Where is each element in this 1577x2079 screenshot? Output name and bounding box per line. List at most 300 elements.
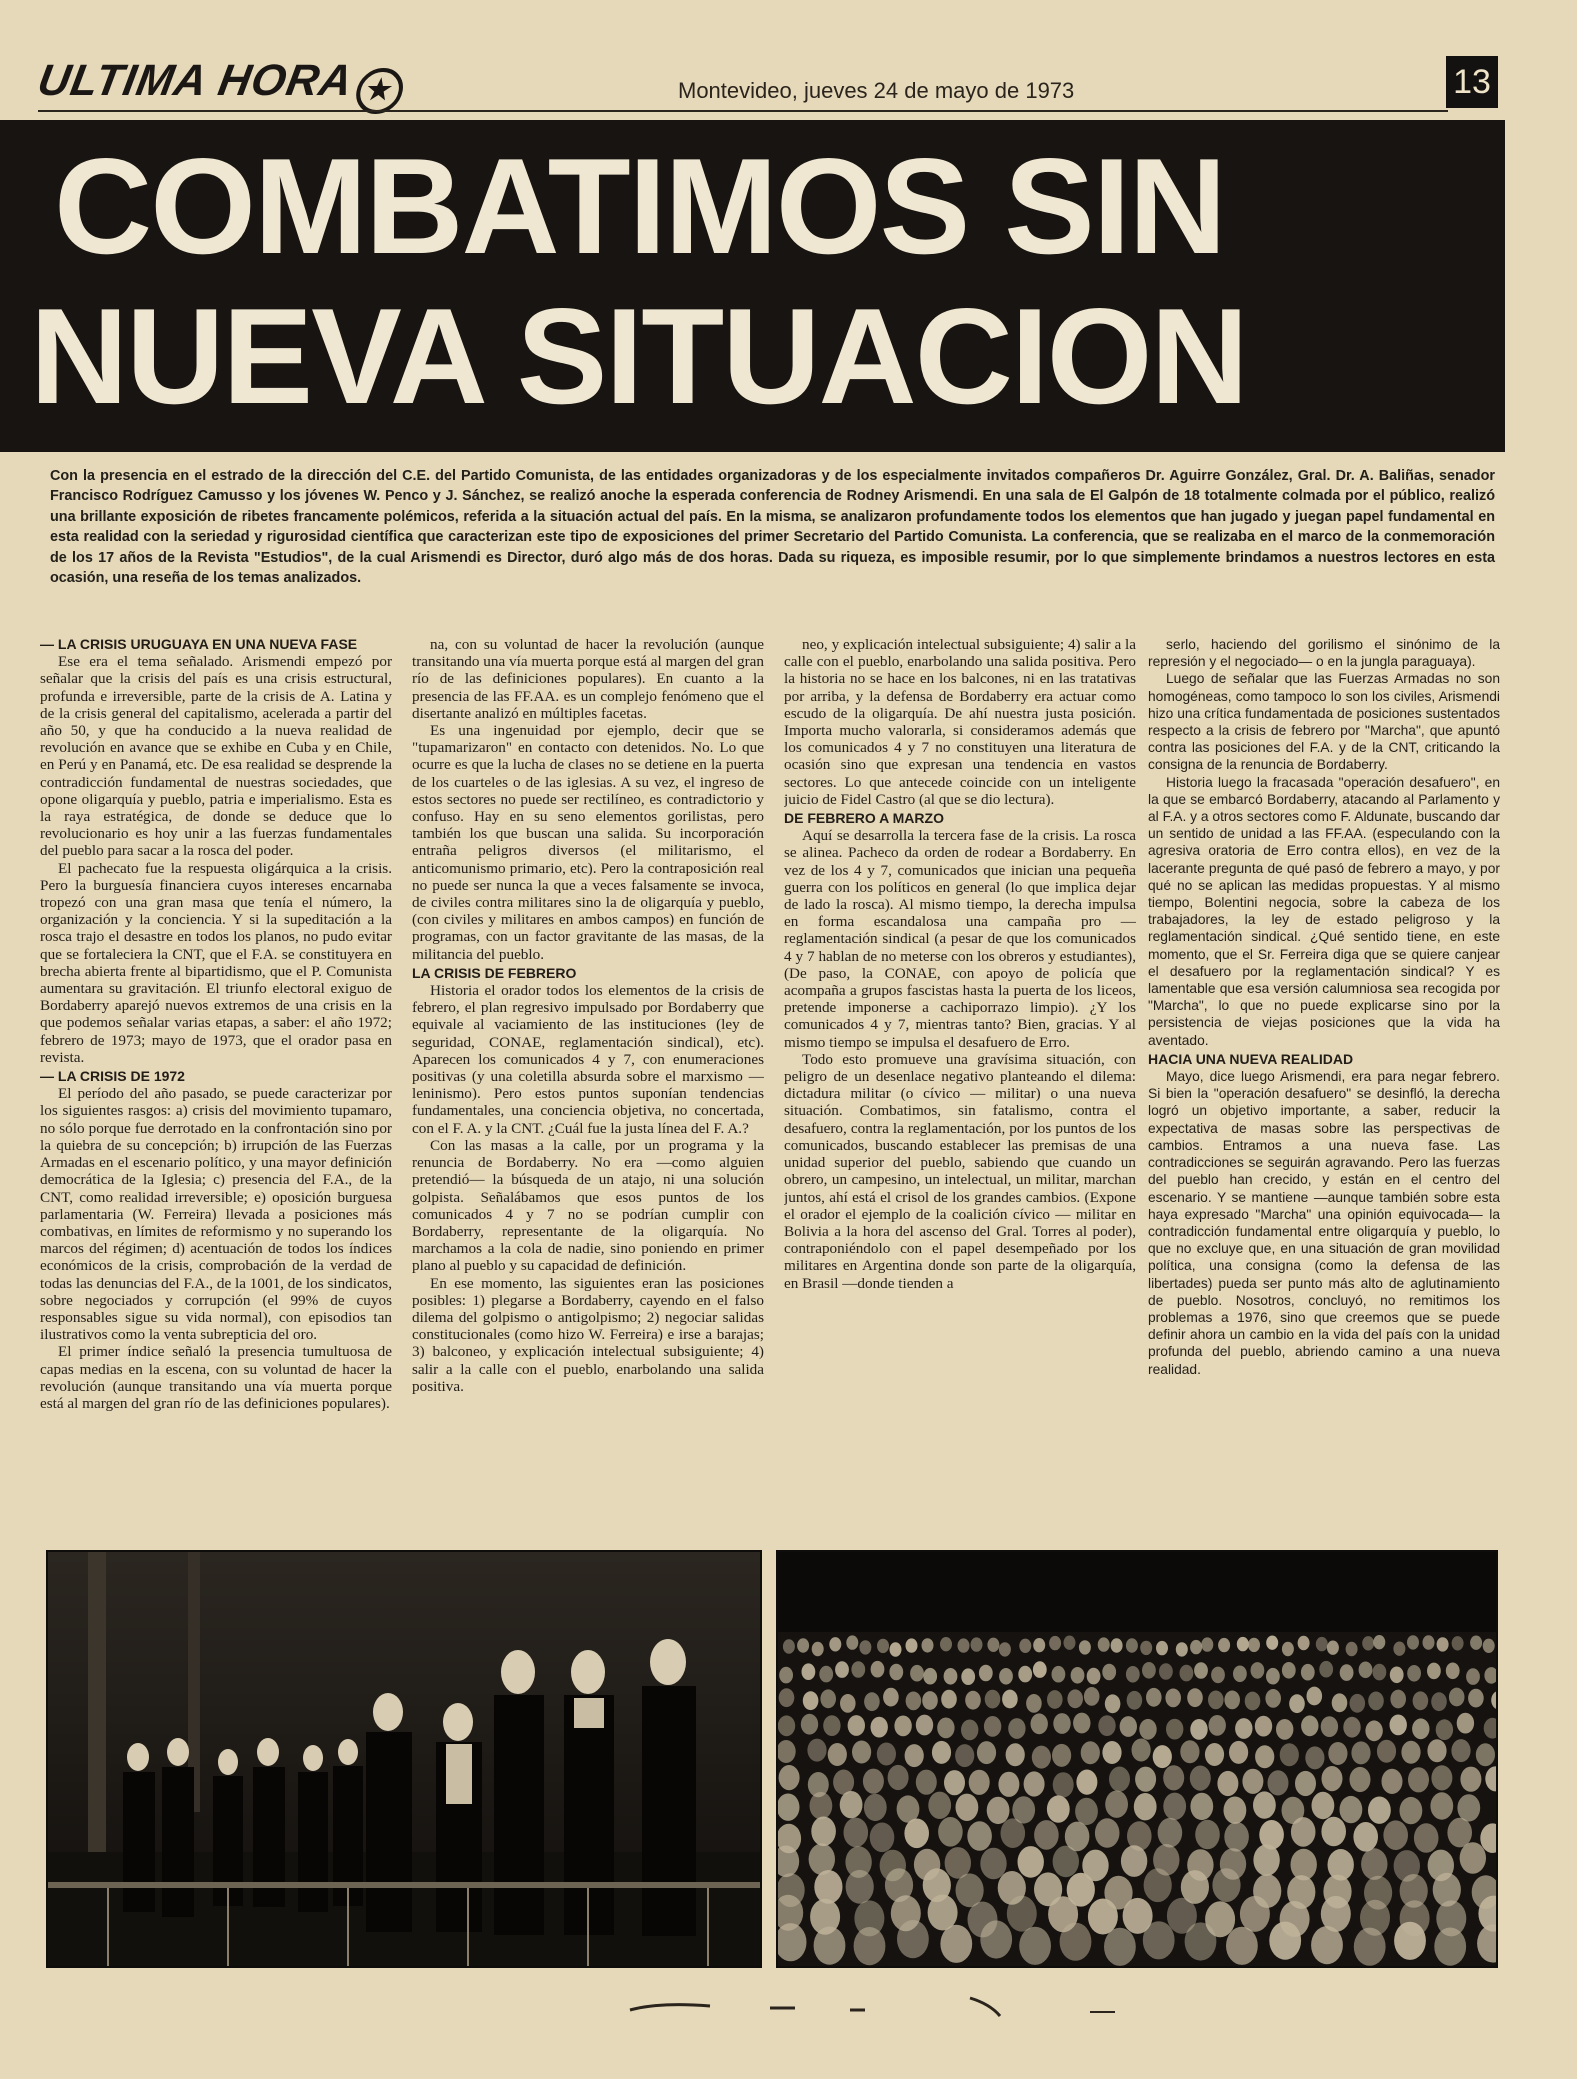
audience-head: [863, 1769, 884, 1794]
audience-head: [1098, 1637, 1110, 1651]
audience-head: [844, 1818, 869, 1848]
audience-head: [1282, 1662, 1296, 1679]
audience-head: [940, 1637, 952, 1651]
audience-head: [1353, 1822, 1378, 1852]
audience-head: [1158, 1818, 1183, 1848]
audience-head: [980, 1920, 1012, 1958]
article-column-4: [1148, 636, 1500, 1506]
section-heading: — LA CRISIS DE 1972: [40, 1068, 185, 1085]
audience-head: [1064, 1636, 1076, 1650]
audience-head: [1301, 1715, 1318, 1736]
audience-head: [938, 1817, 963, 1847]
audience-head: [1350, 1767, 1371, 1792]
audience-head: [1316, 1637, 1328, 1651]
audience-head: [1135, 1767, 1156, 1792]
audience-head: [1383, 1820, 1408, 1850]
print-scuff-marks: [620, 1990, 1180, 2020]
audience-head: [906, 1638, 918, 1652]
audience-head: [1413, 1691, 1429, 1710]
audience-head: [1394, 1922, 1426, 1960]
audience-head: [1457, 1794, 1480, 1821]
audience-head: [1269, 1922, 1301, 1960]
article-paragraph: Historia el orador todos los elementos de la crisis de febrero, el plan regresivo impulsado por Bordaberry que equivale al vaciamiento de las instituciones (ley de seguridad, CONAE, reglamentación sindical), etc). Aparecen los comunicados 4 y 7, con enumeraciones positivas (y una coletilla absurda sobre el marxismo — leninismo). Pero estos puntos suponían tendencias fundamentales, una conciencia objetiva, no concertada, con el F. A. y la CNT. ¿Cuál fue la justa línea del F. A.?: [412, 982, 764, 1137]
audience-head: [1359, 1662, 1373, 1679]
article-column-3: [784, 636, 1136, 1506]
audience-head: [1180, 1740, 1199, 1763]
article-paragraph: neo, y explicación intelectual subsiguiente; 4) salir a la calle con el pueblo, enarbolando una salida positiva. Pero la historia no se hace en los balcones, ni en las tratativas por arriba, y la defensa de Bordaberry era actuar como escudo de la oligarquía. De ahí nuestra justa posición. Importa mucho valorarla, si consideramos además que los comunicados 4 y 7 no constituyen una literatura de ocasión sino que expresan una tendencia en vastos sectores. Lo que antecede coincide con un inteligente juicio de Fidel Castro (al que se dio lectura).: [784, 636, 1136, 808]
audience-head: [1373, 1664, 1387, 1681]
audience-head: [1377, 1740, 1396, 1763]
audience-head: [1142, 1662, 1156, 1679]
article-columns: [40, 636, 1500, 1506]
headline-banner: [0, 120, 1505, 452]
audience-head: [1354, 1928, 1386, 1966]
audience-head: [1049, 1636, 1061, 1650]
audience-head: [864, 1794, 887, 1821]
audience-head: [1362, 1636, 1374, 1650]
section-heading: DE FEBRERO A MARZO: [784, 810, 944, 827]
audience-head: [802, 1663, 816, 1680]
audience-head: [871, 1661, 885, 1678]
article-paragraph: Historia luego la fracasada "operación desafuero", en la que se embarcó Bordaberry, atacando al Parlamento y al F.A. y a otros sectores como F. Aldunate, buscando dar un sentido de unidad a las FF.AA. (especulando con la agresiva oratoria de Erro contra ellos), en vez de la lacerante pregunta de qué pasó de febrero a mayo, y por qué no se aplican las medidas propuestas. Y al mismo tiempo, Bolentini negocia, sobre la cabeza de los trabajadores, la ley de estado peligroso y la reglamentación sindical. ¿Qué sentido tiene, en este momento, que el Sr. Ferreira diga que se quiere canjear el desafuero por la reglamentación sindical? Y es lamentable que esa versión calumniosa sea recogida por "Marcha", lo que no puede explicarse sino por la persistencia de viejas posiciones que la vida ha aventado.: [1148, 774, 1500, 1048]
audience-head: [944, 1668, 958, 1685]
audience-head: [1301, 1664, 1315, 1681]
audience-head: [940, 1925, 972, 1963]
audience-head: [814, 1927, 846, 1965]
audience-head: [1280, 1743, 1299, 1766]
audience-head: [1427, 1663, 1441, 1680]
audience-head: [1195, 1820, 1220, 1850]
audience-head: [1018, 1846, 1044, 1878]
audience-head: [1390, 1667, 1404, 1684]
audience-head: [1460, 1842, 1486, 1874]
audience-head: [1327, 1641, 1339, 1655]
article-paragraph: En ese momento, las siguientes eran las posiciones posibles: 1) plegarse a Bordaberry, cayendo en el falso dilema del golpismo o antigolpismo; 2) negociar salidas constitucionales (como hizo W. Ferreira) e irse a barajas; 3) balconeo, y explicación intelectual subsiguiente; 4) salir a la calle con el pueblo, enarbolando una salida positiva.: [412, 1274, 764, 1395]
audience-head: [1121, 1845, 1147, 1877]
audience-head: [984, 1716, 1001, 1737]
audience-head: [1460, 1767, 1481, 1792]
headline-line-1: COMBATIMOS SIN: [54, 130, 1225, 282]
audience-head: [1321, 1817, 1346, 1847]
audience-head: [1265, 1689, 1281, 1708]
audience-head: [977, 1741, 996, 1764]
audience-head: [1368, 1797, 1391, 1824]
audience-head: [1390, 1690, 1406, 1709]
dateline: Montevideo, jueves 24 de mayo de 1973: [678, 78, 1075, 103]
audience-head: [980, 1848, 1006, 1880]
audience-head: [1008, 1718, 1025, 1739]
audience-head: [840, 1791, 863, 1818]
audience-head: [811, 1817, 836, 1847]
article-paragraph: Todo esto promueve una gravísima situación, con peligro de un desenlace negativo planteando el dilema: dictadura militar (o cívico — militar) o una nueva situación. Combatimos, sin fatalismo, contra el desafuero, contra la reglamentación, por los puntos de los comunicados, buscando establecer las premisas de una unidad superior del pueblo, sabiendo que cuando un obrero, un campesino, un intelectual, un militar, marchan juntos, ahí está el crisol de los grandes cambios. (Expone el orador el ejemplo de la coalición cívico — militar en Bolivia a la hora del ascenso del Gral. Torres al poder), contraponiéndolo con el papel desempeñado por los militares en Argentina donde son parte de la oligarquía, en Brasil —donde tienden a: [784, 1050, 1136, 1292]
audience-head: [1053, 1713, 1070, 1734]
audience-head: [1312, 1792, 1335, 1819]
article-column-2: [412, 636, 764, 1506]
audience-head: [1295, 1771, 1316, 1796]
audience-head: [1032, 1746, 1051, 1769]
audience-head: [823, 1715, 840, 1736]
audience-head: [864, 1692, 880, 1711]
audience-head: [1235, 1718, 1252, 1739]
article-paragraph: serlo, haciendo del gorilismo el sinónimo de la represión y el negociado— o en la jungla paraguaya).: [1148, 637, 1500, 670]
audience-head: [1340, 1664, 1354, 1681]
audience-head: [1109, 1767, 1130, 1792]
article-paragraph: El pachecato fue la respuesta oligárquica a la crisis. Pero la burguesía financiera cuyos intereses encarnaba tropezó con una gran masa que tenía el número, la organización y la conciencia. Y si la supeditación a la rosca trajo el desastre en todos los planos, no pudo evitar que se fortaleciera la CNT, que el F.A. se constituyera en brecha abierta frente al bipartidismo, que el P. Comunista aumentara su gravitación. El triunfo electoral exiguo de Bordaberry aparejó nuevos extremos de una crisis en la que podemos señalar varias etapas, a saber: el año 1972; febrero de 1973; mayo de 1973, que el orador pasa en revista.: [40, 859, 392, 1066]
audience-head: [916, 1715, 933, 1736]
audience-head: [1201, 1637, 1213, 1651]
audience-head: [783, 1639, 795, 1653]
audience-head: [797, 1638, 809, 1652]
audience-head: [944, 1770, 965, 1795]
audience-head: [998, 1772, 1019, 1797]
audience-head: [1431, 1765, 1452, 1790]
audience-head: [859, 1640, 871, 1654]
audience-head: [819, 1666, 833, 1683]
audience-head: [1266, 1636, 1278, 1650]
audience-head: [814, 1870, 842, 1904]
audience-head: [961, 1720, 978, 1741]
audience-head: [778, 1715, 795, 1736]
audience-head: [1052, 1666, 1066, 1683]
audience-head: [1346, 1642, 1358, 1656]
audience-head: [1255, 1716, 1272, 1737]
audience-head: [999, 1642, 1011, 1656]
audience-head: [1248, 1638, 1260, 1652]
audience-head: [1140, 1641, 1152, 1655]
photo-strip: [46, 1550, 1498, 1970]
audience-head: [961, 1668, 975, 1685]
audience-head: [840, 1694, 856, 1713]
audience-head: [958, 1638, 970, 1652]
article-paragraph: na, con su voluntad de hacer la revolución (aunque transitando una vía muerta porque está al margen del gran río de las definiciones populares). En cuanto a la presencia de las FF.AA. es un complejo fenómeno que el disertante analizó en múltiples facetas.: [412, 636, 764, 722]
audience-head: [1423, 1635, 1435, 1649]
audience-head: [1483, 1639, 1495, 1653]
audience-head: [987, 1638, 999, 1652]
audience-head: [1185, 1922, 1217, 1960]
headline-line-2: NUEVA SITUACION: [30, 280, 1247, 432]
lead-paragraph: Con la presencia en el estrado de la dirección del C.E. del Partido Comunista, de las entidades organizadoras y de los especialmente invitados compañeros Dr. Aguirre González, Gral. Dr. A. Baliñas, senador Francisco Rodríguez Camusso y los jóvenes W. Penco y J. Sánchez, se realizó anoche la esperada conferencia de Rodney Arismendi. En una sala de El Galpón de 18 totalmente colmada por el público, realizó una brillante exposición de ribetes francamente polémicos, referida a la situación actual del país. En la misma, se analizaron profundamente todos los elementos que han jugado y juegan papel fundamental en esta realidad con la seriedad y rigurosidad científica que caracterizan este tipo de exposiciones del primer Secretario del Partido Comunista. La conferencia, que se realizaba en el marco de la conmemoración de los 17 años de la Revista "Estudios", de la cual Arismendi es Director, duró algo más de dos horas. Dada su riqueza, es imposible resumir, por lo que simplemente brindamos a nuestros lectores en esta ocasión, una reseña de los temas analizados.: [50, 468, 1495, 587]
audience-head: [1144, 1868, 1172, 1902]
audience-head: [1350, 1694, 1366, 1713]
audience-head: [1457, 1713, 1474, 1734]
audience-head: [1190, 1719, 1207, 1740]
audience-head: [1111, 1638, 1123, 1652]
audience-head: [1449, 1688, 1465, 1707]
audience-head: [1209, 1715, 1226, 1736]
audience-head: [1002, 1690, 1018, 1709]
article-paragraph: Luego de señalar que las Fuerzas Armadas no son homogéneas, como tampoco lo son los civiles, Arismendi hizo una crítica fundamentada de posiciones sustentados respecto a la crisis de febrero por "Marcha", que apuntó contra las posiciones del F.A. y de la CNT, criticando la consigna de la renuncia de Bordaberry.: [1148, 671, 1500, 773]
stage-photo-image: [48, 1552, 760, 1966]
audience-head: [985, 1690, 1001, 1709]
audience-head: [937, 1718, 954, 1739]
audience-head: [1095, 1818, 1120, 1848]
audience-head: [1146, 1688, 1162, 1707]
audience-head: [801, 1714, 818, 1735]
audience-head: [1190, 1640, 1202, 1654]
audience-head: [1321, 1716, 1338, 1737]
audience-head: [1253, 1791, 1276, 1818]
audience-head: [955, 1744, 974, 1767]
audience-head: [1053, 1772, 1074, 1797]
audience-head: [871, 1717, 888, 1738]
audience-head: [848, 1715, 865, 1736]
audience-head: [1190, 1793, 1213, 1820]
audience-head: [1412, 1718, 1429, 1739]
audience-head: [1470, 1636, 1482, 1650]
section-heading: HACIA UNA NUEVA REALIDAD: [1148, 1050, 1354, 1067]
audience-head: [1447, 1818, 1472, 1848]
audience-head: [852, 1741, 871, 1764]
audience-head: [1233, 1666, 1247, 1683]
page-number: 13: [1446, 56, 1498, 108]
audience-head: [1166, 1719, 1183, 1740]
audience-head: [1120, 1716, 1137, 1737]
audience-head: [1373, 1635, 1385, 1649]
audience-head: [1343, 1717, 1360, 1738]
audience-head: [1251, 1662, 1265, 1679]
masthead-rule: [38, 110, 1448, 112]
audience-head: [1127, 1691, 1143, 1710]
audience-head: [1018, 1666, 1032, 1683]
audience-head: [1187, 1688, 1203, 1707]
audience-head: [916, 1770, 937, 1795]
audience-head: [809, 1843, 835, 1875]
audience-head: [1218, 1638, 1230, 1652]
audience-head: [835, 1661, 849, 1678]
logo-text: ULTIMA HORA: [34, 56, 357, 105]
audience-head: [1067, 1689, 1083, 1708]
audience-head: [965, 1691, 981, 1710]
audience-head: [1340, 1796, 1363, 1823]
audience-head: [779, 1765, 800, 1790]
article-paragraph: Aquí se desarrolla la tercera fase de la crisis. La rosca se alinea. Pacheco da orden de rodear a Bordaberry. En vez de los 4 y 7, comunicados que inician una pequeña guerra con los políticos en general (lo que implica dejar de lado la rosca). Al mismo tiempo, la derecha impulsa en forma escandalosa una campaña pro — reglamentación sindical (a pesar de que los comunicados 4 y 7 hablan de no meterse con los obreros y estudiantes), (De paso, la CONAE, con apoyo de policía que acompaña a grupos fascistas hasta la puerta de los liceos, pretende imponerse a cachiporrazo limpio). ¿Y los comunicados 4 y 7, mientras tanto? Bien, gracias. Y al mismo tiempo se impulsa el desafuero de Erro.: [784, 827, 1136, 1051]
audience-head: [1006, 1743, 1025, 1766]
audience-head: [1159, 1663, 1173, 1680]
audience-head: [1468, 1689, 1484, 1708]
audience-head: [877, 1743, 896, 1766]
audience-head: [1311, 1926, 1343, 1964]
audience-head: [1126, 1666, 1140, 1683]
audience-head: [1282, 1642, 1294, 1656]
audience-head: [888, 1765, 909, 1790]
audience-head: [1132, 1739, 1151, 1762]
audience-head: [1407, 1665, 1421, 1682]
audience-head: [1047, 1690, 1063, 1709]
audience-head: [1212, 1868, 1240, 1902]
audience-head: [1211, 1667, 1225, 1684]
audience-head: [1084, 1687, 1100, 1706]
audience-head: [1437, 1637, 1449, 1651]
audience-head: [1075, 1798, 1098, 1825]
audience-head: [803, 1691, 819, 1710]
audience-head: [812, 1642, 824, 1656]
audience-head: [1351, 1741, 1370, 1764]
audience-head: [906, 1692, 922, 1711]
section-heading: — LA CRISIS URUGUAYA EN UNA NUEVA FASE: [40, 636, 358, 652]
audience-head: [897, 1920, 929, 1958]
audience-head: [1229, 1741, 1248, 1764]
audience-head: [1033, 1638, 1045, 1652]
audience-head: [1253, 1844, 1279, 1876]
audience-head: [1190, 1766, 1211, 1791]
masthead: [34, 52, 1508, 114]
audience-head: [1414, 1823, 1439, 1853]
audience-head: [1163, 1793, 1186, 1820]
audience-head: [1126, 1638, 1138, 1652]
audience-head: [1224, 1691, 1240, 1710]
audience-head: [854, 1927, 886, 1965]
audience-head: [833, 1770, 854, 1795]
audience-head: [1001, 1818, 1026, 1848]
audience-head: [828, 1743, 847, 1766]
audience-head: [987, 1797, 1010, 1824]
newspaper-logo: [33, 56, 409, 110]
audience-head: [1163, 1765, 1184, 1790]
audience-head: [922, 1691, 938, 1710]
article-paragraph: Con las masas a la calle, por un programa y la renuncia de Bordaberry. No era —como alguien pretendió— la búsqueda de un atajo, ni una solución golpista. Señalábamos que esos puntos de los comunicados 4 y 7 no se podrían cumplir con Bordaberry, representante de la oligarquía. No marchamos a la cola de nadie, sino poniendo en primer plano al pueblo y su capacidad de definición.: [412, 1136, 764, 1275]
audience-head: [1098, 1715, 1115, 1736]
audience-head: [1240, 1896, 1270, 1932]
audience-head: [1071, 1667, 1085, 1684]
audience-head: [1307, 1687, 1323, 1706]
audience-head: [979, 1665, 993, 1682]
audience-head: [1034, 1820, 1059, 1850]
audience-head: [1434, 1928, 1466, 1966]
audience-head: [1019, 1927, 1051, 1965]
audience-head: [810, 1792, 833, 1819]
article-paragraph: Ese era el tema señalado. Arismendi empezó por señalar que la crisis del país es una crisis estructural, profunda e irreversible, parte de la crisis de A. Latina y de la crisis general del capitalismo, acelerada a partir del año 50, y que ha conducido a la nueva realidad de revolución en avance que se exhibe en Cuba y en Chile, en Perú y en Panamá, etc. De esa realidad se desprende la contradicción fundamental de nuestras sociedades, que opone oligarquía y pueblo, patria e imperialismo. Esta es la raya estratégica, de donde se deduce que lo revolucionario es hoy unir a las fuerzas fundamentales del pueblo para sacar a la rosca del poder.: [40, 653, 392, 860]
audience-head: [1053, 1846, 1079, 1878]
audience-head: [1390, 1715, 1407, 1736]
audience-head: [1242, 1769, 1263, 1794]
article-column-1: [40, 636, 392, 1506]
audience-head: [846, 1870, 874, 1904]
audience-head: [877, 1639, 889, 1653]
audience-head: [1033, 1661, 1047, 1678]
audience-head: [969, 1770, 990, 1795]
audience-head: [829, 1637, 841, 1651]
audience-head: [1088, 1899, 1118, 1935]
audience-head: [1060, 1923, 1092, 1961]
audience-head: [851, 1661, 865, 1678]
audience-head: [1102, 1741, 1121, 1764]
audience-head: [956, 1794, 979, 1821]
audience-head: [971, 1637, 983, 1651]
audience-head: [1328, 1742, 1347, 1765]
audience-head: [894, 1716, 911, 1737]
audience-head: [1205, 1743, 1224, 1766]
audience-head: [1224, 1797, 1247, 1824]
audience-head: [1266, 1668, 1280, 1685]
audience-head: [1076, 1770, 1097, 1795]
audience-head: [1305, 1746, 1324, 1769]
audience-head: [870, 1823, 895, 1853]
audience-head: [1237, 1637, 1249, 1651]
audience-head: [1105, 1694, 1121, 1713]
audience-head: [1156, 1641, 1168, 1655]
audience-head: [779, 1667, 793, 1684]
audience-head: [923, 1668, 937, 1685]
article-paragraph: Es una ingenuidad por ejemplo, decir que se "tupamarizaron" en contacto con detenidos. No. Lo que ocurre es que la lucha de clases no se detiene en la puerta de los cuarteles o de las iglesias. A su vez, el ingreso de estos sectores no puede ser rectilíneo, es contradictorio y confuso. Hay en su seno elementos gorilistas, pero también los que buscan una salida. Su incorporación entraña peligros diversos (el militarismo, el anticomunismo primario, etc). Pero la contraposición real no puede ser nunca la que a veces falsamente se invoca, de civiles contra militares sino la de oligarquía y pueblo, (con civiles y militares en ambos campos) en función de programas, con un factor gravitante de las masas, de la militancia del pueblo.: [412, 722, 764, 963]
audience-head: [910, 1665, 924, 1682]
audience-head: [1446, 1663, 1460, 1680]
audience-head: [1081, 1741, 1100, 1764]
audience-head: [1143, 1921, 1175, 1959]
audience-head: [1007, 1896, 1037, 1932]
audience-head: [1224, 1822, 1249, 1852]
audience-head: [1104, 1928, 1136, 1966]
audience-head: [1194, 1662, 1208, 1679]
audience-head: [846, 1635, 858, 1649]
audience-head: [807, 1739, 826, 1762]
audience-head: [1466, 1668, 1480, 1685]
audience-head: [1139, 1719, 1156, 1740]
audience-head: [1319, 1661, 1333, 1678]
audience-head: [1153, 1745, 1172, 1768]
article-paragraph: El primer índice señaló la presencia tumultuosa de capas medias en la escena, con su voluntad de hacer la revolución (aunque transitando una vía muerta porque está al margen del gran río de las definiciones populares).: [40, 1343, 392, 1412]
audience-head: [1165, 1689, 1181, 1708]
audience-head: [1276, 1719, 1293, 1740]
audience-head: [890, 1642, 902, 1656]
audience-head: [928, 1792, 951, 1819]
audience-head: [1268, 1770, 1289, 1795]
audience-head: [1176, 1642, 1188, 1656]
audience-head: [1073, 1713, 1090, 1734]
audience-head: [1024, 1771, 1045, 1796]
audience-head: [1436, 1719, 1453, 1740]
audience-head: [1332, 1693, 1348, 1712]
audience-head: [889, 1664, 903, 1681]
audience-head: [1208, 1691, 1224, 1710]
audience-head: [1393, 1642, 1405, 1656]
star-icon: ★: [353, 68, 407, 114]
audience-photo-image: [778, 1552, 1496, 1966]
audience-head: [1019, 1639, 1031, 1653]
audience-head: [1134, 1793, 1157, 1820]
audience-head: [1047, 1795, 1070, 1822]
audience-head: [1382, 1769, 1403, 1794]
audience-head: [1368, 1692, 1384, 1711]
audience-head: [1476, 1743, 1495, 1766]
audience-head: [1255, 1745, 1274, 1768]
audience-head: [1289, 1694, 1305, 1713]
article-paragraph: Mayo, dice luego Arismendi, era para negar febrero. Si bien la "operación desafuero" se desinfló, la derecha logró un objetivo importante, a saber, reducir la expectativa de masas sobre las perspectivas de cambios. Entramos a una nueva fase. Las contradicciones se seguirán agravando. Pero las fuerzas del pueblo han crecido, y están en el centro del escenario. Y se mantiene —aunque también sobre esta haya expresado "Marcha" una opinión equivocada— la contradicción fundamental entre oligarquía y pueblo, lo que no excluye que, en una situación de gran movilidad política, una consigna (como la defensa de las libertades) pueda ser punto más alto de aglutinamiento de pueblo. Nosotros, concluyó, no remitimos los problemas a 1976, sino que creemos que se puede definir ahora un cambio en la vida del país con la unidad profunda del pueblo, abriendo camino a una nueva realidad.: [1148, 1069, 1500, 1377]
section-heading: LA CRISIS DE FEBRERO: [412, 964, 577, 981]
audience-head: [1322, 1766, 1343, 1791]
audience-head: [905, 1744, 924, 1767]
audience-head: [999, 1668, 1013, 1685]
audience-head: [1452, 1636, 1464, 1650]
audience-head: [1026, 1694, 1042, 1713]
audience-head: [1407, 1635, 1419, 1649]
audience-head: [1052, 1744, 1071, 1767]
audience-head: [1298, 1636, 1310, 1650]
audience-head: [1226, 1927, 1258, 1965]
audience-head: [883, 1688, 899, 1707]
audience-head: [1431, 1692, 1447, 1711]
audience-head: [1451, 1739, 1470, 1762]
photo-audience: [776, 1550, 1498, 1968]
audience-head: [1102, 1664, 1116, 1681]
audience-head: [1031, 1713, 1048, 1734]
audience-head: [1361, 1848, 1387, 1880]
audience-head: [1079, 1640, 1091, 1654]
audience-head: [1430, 1792, 1453, 1819]
audience-head: [904, 1819, 929, 1849]
audience-head: [1408, 1767, 1429, 1792]
article-paragraph: El período del año pasado, se puede caracterizar por los siguientes rasgos: a) crisis del movimiento tupamaro, no sólo porque fue derrotado en la confrontación sino por la quiebra de su concepción; b) irrupción de las Fuerzas Armadas en el escenario político, y una mayor definición democrática de la Iglesia; c) presencia del F.A., de la CNT, como realidad irreversible; e) oposición burguesa parlamentaria (W. Ferreira) llevada a posiciones más combativas, en límites de reformismo y no superando los marcos del régimen; d) acentuación de todos los índices económicos de la crisis, comprobación de la verdad de todas las denuncias del F.A., de la 1001, de los sindicatos, sobre negociados y corrupción (el 99% de cuyos responsables sigue su vida normal), con episodios tan ilustrativos como la venta subrepticia del oro.: [40, 1085, 392, 1344]
audience-head: [932, 1741, 951, 1764]
